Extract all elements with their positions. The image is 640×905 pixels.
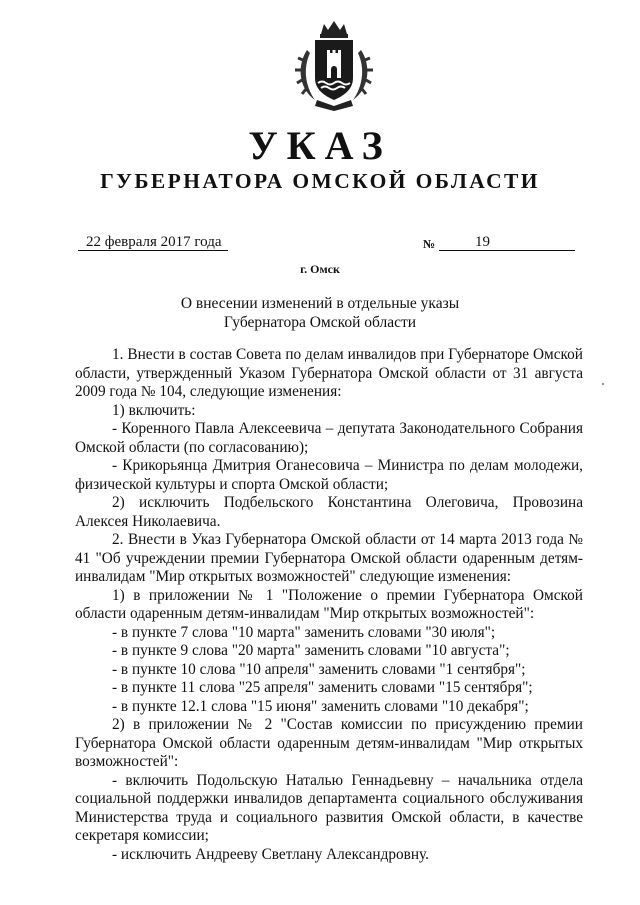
document-subtitle: ГУБЕРНАТОРА ОМСКОЙ ОБЛАСТИ [100, 169, 540, 193]
body-paragraph: - в пункте 9 слова "20 марта" заменить словами "10 августа"; [112, 642, 510, 659]
issuing-city: г. Омск [300, 262, 340, 276]
decree-subject-line: О внесении изменений в отдельные указы [180, 295, 460, 312]
decree-number: 19 [439, 234, 575, 251]
decree-subject [0, 294, 640, 332]
document-title: УКАЗ [248, 123, 392, 168]
body-paragraph: 2. Внести в Указ Губернатора Омской области от 14 марта 2013 года № 41 "Об учреждении премии Губернатора Омской области одаренным детям-инвалидам "Мир открытых возможностей" следующие изменения: [75, 531, 583, 585]
body-paragraph: - Коренного Павла Алексеевича – депутата Законодательного Собрания Омской области (по согласованию); [75, 420, 583, 456]
body-paragraph: - в пункте 7 слова "10 марта" заменить словами "30 июля"; [112, 623, 496, 641]
decree-body [75, 346, 583, 864]
body-paragraph: - в пункте 12.1 слова "15 июня" заменить словами "10 декабря"; [112, 697, 529, 715]
decree-number-label: № [423, 237, 436, 251]
body-paragraph: - исключить Андрееву Светлану Александровну. [112, 845, 429, 863]
body-paragraph: - в пункте 10 слова "10 апреля" заменить словами "1 сентября"; [112, 660, 526, 678]
scan-mark [602, 383, 604, 385]
body-paragraph: 2) исключить Подбельского Константина Олеговича, Провозина Алексея Николаевича. [75, 494, 583, 530]
body-paragraph: 1) включить: [112, 401, 196, 419]
body-paragraph: 1) в приложении № 1 "Положение о премии Губернатора Омской области одаренным детям-инвалидам "Мир открытых возможностей": [75, 586, 583, 622]
decree-subject-line: Губернатора Омской области [223, 314, 417, 331]
body-paragraph: - Крикорьянца Дмитрия Оганесовича – Министра по делам молодежи, физической культуры и спорта Омской области; [75, 457, 583, 493]
decree-date: 22 февраля 2017 года [78, 234, 228, 251]
body-paragraph: 2) в приложении № 2 "Состав комиссии по присуждению премии Губернатора Омской области одаренным детям-инвалидам "Мир открытых возможностей": [75, 716, 583, 770]
body-paragraph: 1. Внести в состав Совета по делам инвалидов при Губернаторе Омской области, утвержденный Указом Губернатора Омской области от 31 августа 2009 года № 104, следующие изменения: [75, 346, 583, 400]
body-paragraph: - в пункте 11 слова "25 апреля" заменить словами "15 сентября"; [112, 679, 533, 696]
body-paragraph: - включить Подольскую Наталью Геннадьевну – начальника отдела социальной поддержки инвалидов департамента социального обслуживания Министерства труда и социального развития Омской области, в качестве секретаря комиссии; [75, 771, 583, 844]
omsk-coat-of-arms-emblem [293, 20, 375, 112]
